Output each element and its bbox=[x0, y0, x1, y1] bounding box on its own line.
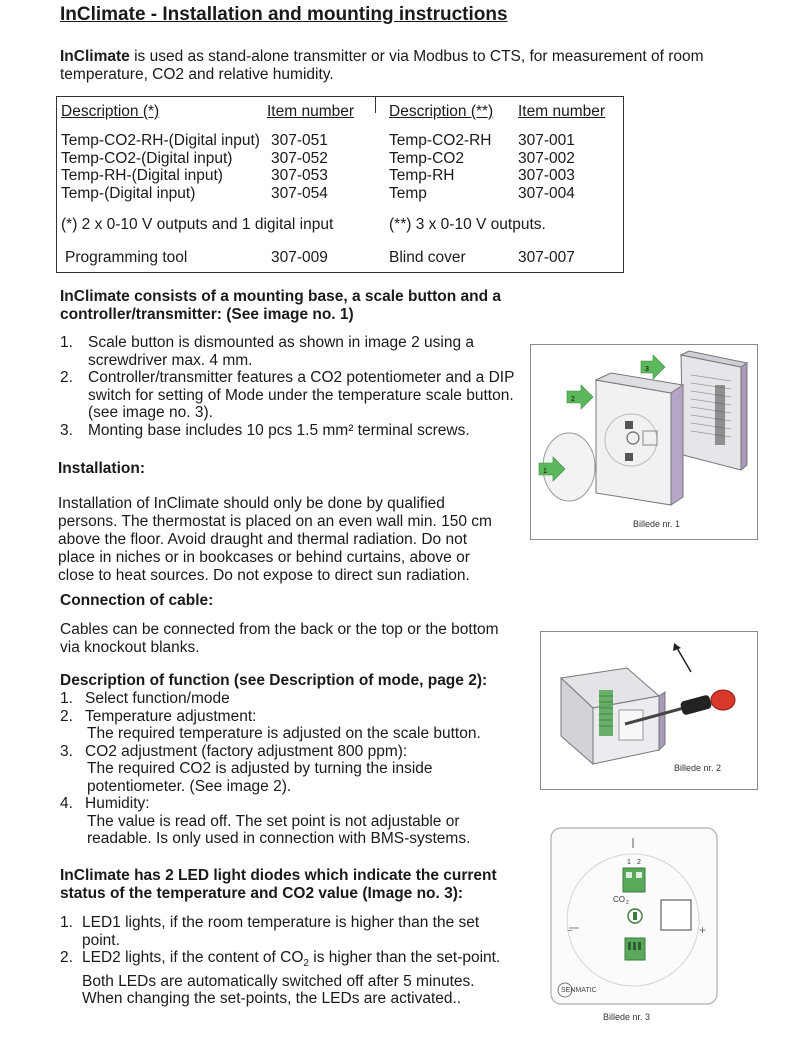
function-heading: Description of function (see Description of mode, page 2): bbox=[60, 672, 488, 689]
connection-heading: Connection of cable: bbox=[60, 592, 214, 609]
header-description-left: Description (*) bbox=[61, 103, 160, 120]
list-item: 1. Select function/mode bbox=[60, 690, 230, 707]
consists-list bbox=[60, 334, 520, 439]
list-item: 4. Humidity: The value is read off. The set point is not adjustable or readable. Is only used in connection with BMS-systems. bbox=[60, 795, 471, 847]
intro-text: is used as stand-alone transmitter or via Modbus to CTS, for measurement of room temperature, CO2 and relative humidity. bbox=[60, 48, 704, 83]
list-item: 1. Scale button is dismounted as shown in image 2 using a screwdriver max. 4 mm. bbox=[60, 334, 475, 369]
list-item: 2. LED2 lights, if the content of $CO_2$ is higher than the set-point. Both LEDs are automatically switched off after 5 minutes. When changing the set-points, the LEDs are activated.. bbox=[60, 949, 501, 1008]
list-item: 2. Temperature adjustment: The required temperature is adjusted on the scale button. bbox=[60, 707, 481, 742]
programming-tool-label: Programming tool bbox=[65, 249, 188, 266]
header-item-left: Item number bbox=[267, 103, 355, 120]
header-item-right: Item number bbox=[518, 103, 606, 120]
list-item: 1. LED1 lights, if the room temperature is higher than the set point. bbox=[60, 914, 480, 949]
figure-2-illustration bbox=[541, 632, 757, 789]
brand-name: InClimate bbox=[60, 48, 130, 65]
led-list bbox=[60, 914, 515, 1008]
figure-2 bbox=[540, 631, 758, 790]
table-divider bbox=[375, 97, 376, 113]
figure-1 bbox=[530, 344, 758, 540]
list-item: 3. Monting base includes 10 pcs 1.5 mm² terminal screws. bbox=[60, 421, 470, 439]
function-list bbox=[60, 690, 520, 848]
led-label-1: 1 bbox=[627, 859, 631, 866]
senmatic-logo: SENMATIC bbox=[561, 987, 597, 994]
installation-heading: Installation: bbox=[58, 460, 145, 477]
header-description-right: Description (**) bbox=[389, 103, 494, 120]
co2-label-sub: 2 bbox=[626, 900, 629, 906]
figure-3-caption: Billede nr. 3 bbox=[603, 1012, 651, 1022]
list-item: 3. CO2 adjustment (factory adjustment 800 ppm): The required CO2 is adjusted by turning the inside potentiometer. (See image 2). bbox=[60, 742, 433, 795]
page-title: InClimate - Installation and mounting instructions bbox=[60, 4, 508, 25]
table-row: Temp-CO2-RH Temp-CO2 Temp-RH Temp bbox=[389, 132, 492, 202]
figure-3-illustration bbox=[549, 826, 720, 1006]
connection-text: Cables can be connected from the back or the top or the bottom via knockout blanks. bbox=[60, 621, 499, 656]
minus-mark: − bbox=[567, 926, 573, 937]
note-right: (**) 3 x 0-10 V outputs. bbox=[389, 216, 546, 233]
led-heading: InClimate has 2 LED light diodes which indicate the current status of the temperature and CO2 value (Image no. 3): bbox=[60, 867, 497, 902]
note-left: (*) 2 x 0-10 V outputs and 1 digital input bbox=[61, 216, 334, 233]
figure-1-caption: Billede nr. 1 bbox=[633, 519, 681, 529]
callout-3: 3 bbox=[645, 366, 649, 373]
table-row: Temp-CO2-RH-(Digital input) Temp-CO2-(Digital input) Temp-RH-(Digital input) Temp-(Digital input) bbox=[61, 132, 260, 202]
item-table bbox=[56, 96, 624, 273]
list-item: 2. Controller/transmitter features a CO2 potentiometer and a DIP switch for setting of Mode under the temperature scale button.(see image no. 3). bbox=[60, 369, 515, 421]
installation-text: Installation of InClimate should only be done by qualified persons. The thermostat is placed on an even wall min. 150 cm above the floor. Avoid draught and thermal radiation. Do not place in niches or in bookcases or behind curtains, above or close to heat sources. Do not expose to direct sun radiation. bbox=[58, 495, 492, 584]
callout-2: 2 bbox=[571, 396, 575, 403]
consists-heading: InClimate consists of a mounting base, a scale button and a controller/transmitter: (See image no. 1) bbox=[60, 288, 501, 323]
plus-mark: + bbox=[699, 923, 707, 937]
programming-tool-item: 307-009 bbox=[271, 249, 328, 266]
item-number-column-left: 307-051 307-052 307-053 307-054 bbox=[271, 132, 328, 202]
blind-cover-item: 307-007 bbox=[518, 249, 575, 266]
item-number-column-right: 307-001 307-002 307-003 307-004 bbox=[518, 132, 575, 202]
blind-cover-label: Blind cover bbox=[389, 249, 466, 266]
figure-2-caption: Billede nr. 2 bbox=[674, 763, 722, 773]
co2-label: CO bbox=[613, 895, 625, 904]
figure-3 bbox=[549, 826, 720, 1023]
led-label-2: 2 bbox=[637, 859, 641, 866]
callout-1: 1 bbox=[543, 468, 547, 475]
intro-paragraph bbox=[60, 48, 760, 84]
figure-1-illustration bbox=[531, 345, 757, 539]
